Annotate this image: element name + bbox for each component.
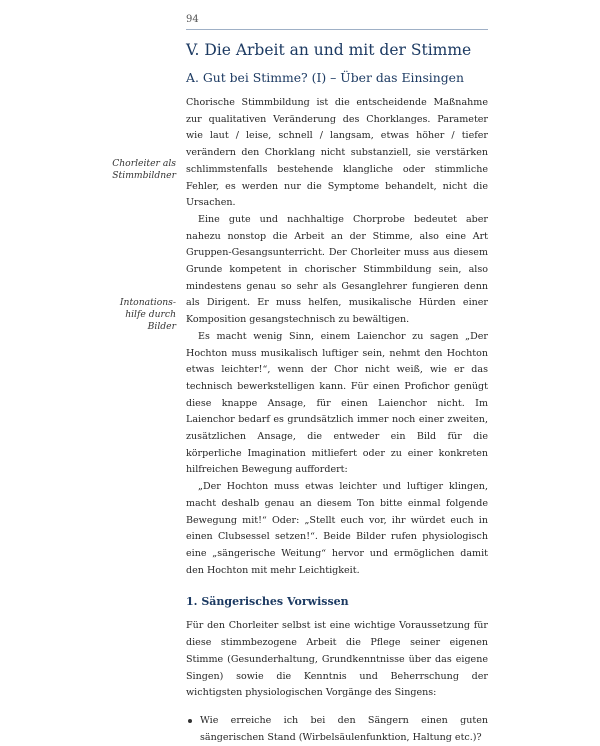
paragraph: Es macht wenig Sinn, einem Laienchor zu sagen „Der Hochton muss musikalisch luftiger sein, nehmt den Hochton etwas leichter!“, wenn der Chor nicht weiß, wie er das technisch bewerkstelligen kann. Für einen Profichor genügt diese knappe Ansage, für einen Laienchor nicht. Im Laienchor bedarf es grundsätzlich immer noch einer zweiten, zusätzlichen Ansage, die entweder ein Bild für die körperliche Imagination mitliefert oder zu einer konkreten hilfreichen Bewegung auffordert: (186, 330, 488, 476)
margin-note-line: Intonations- (119, 297, 176, 308)
margin-note-chorleiter (112, 158, 176, 182)
paragraph: Für den Chorleiter selbst ist eine wichtige Voraussetzung für diese stimmbezogene Arbeit die Pflege seiner eigenen Stimme (Gesunderhaltung, Grundkenntnisse über das eigene Singen) sowie die Kenntnis und Beherrschung der wichtigsten physiologischen Vorgänge des Singens: (186, 620, 488, 699)
margin-note-line: Bilder (147, 321, 176, 332)
section-title: A. Gut bei Stimme? (I) – Über das Einsingen (186, 70, 464, 85)
subsection-title: 1. Sängerisches Vorwissen (186, 595, 349, 609)
margin-note-line: Stimmbildner (112, 170, 176, 181)
header-rule (186, 29, 488, 30)
margin-note-line: hilfe durch (125, 309, 176, 320)
bullet-list (186, 713, 488, 746)
paragraph: Chorische Stimmbildung ist die entscheidende Maßnahme zur qualitativen Veränderung des Chorklanges. Parameter wie laut / leise, schnell / langsam, etwas höher / tiefer verändern den Chorklang nicht substanziell, sie verstärken schlimmstenfalls bestehende klangliche oder stimmliche Fehler, es werden nur die Symptome behandelt, nicht die Ursachen. (186, 97, 488, 209)
subsection-body (186, 618, 488, 746)
page-number: 94 (186, 14, 199, 25)
margin-note-intonation (120, 297, 176, 333)
chapter-title: V. Die Arbeit an und mit der Stimme (186, 41, 472, 59)
main-text-column (186, 40, 488, 746)
paragraph: Eine gute und nachhaltige Chorprobe bedeutet aber nahezu nonstop die Arbeit an der Stimme, also eine Art Gruppen-Gesangsunterricht. Der Chorleiter muss aus diesem Grunde kompetent in chorischer Stimmbildung sein, also mindestens genau so sehr als Gesanglehrer fungieren denn als Dirigent. Er muss helfen, musikalische Hürden einer Komposition gesangstechnisch zu bewältigen. (186, 213, 488, 326)
section-body (186, 95, 488, 579)
paragraph: „Der Hochton muss etwas leichter und luftiger klingen, macht deshalb genau an diesem Ton bitte einmal folgende Bewegung mit!“ Oder: „Stellt euch vor, ihr würdet euch in einen Clubsessel setzen!“. Beide Bilder rufen physiologisch eine „sängerische Weitung“ hervor und ermöglichen damit den Hochton mit mehr Leichtigkeit. (186, 481, 488, 576)
margin-note-line: Chorleiter als (112, 158, 176, 169)
bullet-icon (188, 719, 192, 723)
list-item (186, 713, 488, 746)
bullet-text: Wie erreiche ich bei den Sängern einen guten sängerischen Stand (Wirbelsäulenfunktion, Haltung etc.)? (200, 714, 488, 743)
